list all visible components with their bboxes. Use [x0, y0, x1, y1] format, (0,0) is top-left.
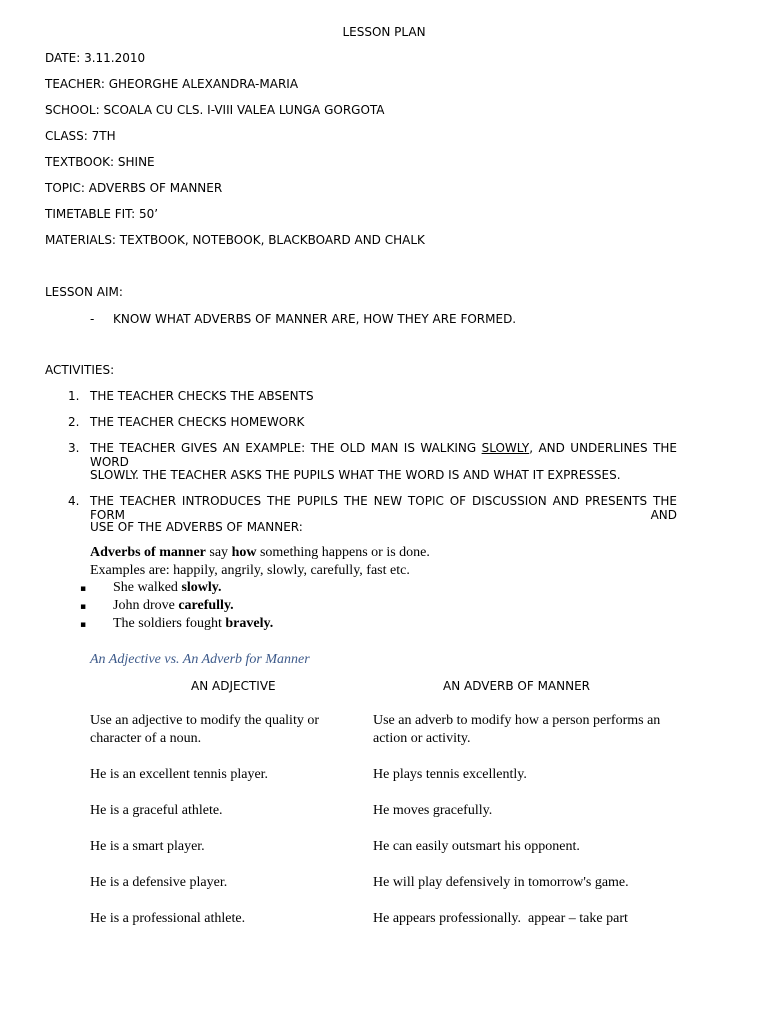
activity-text: THE TEACHER GIVES AN EXAMPLE: THE OLD MAN IS WALKING SLOWLY, AND UNDERLINES THE WORD	[90, 441, 677, 469]
activity-number: 1.	[68, 389, 80, 403]
table-cell: He is a defensive player.	[90, 875, 228, 890]
materials-line: MATERIALS: TEXTBOOK, NOTEBOOK, BLACKBOARD AND CHALK	[45, 233, 425, 247]
lesson-aim-label: LESSON AIM:	[45, 285, 123, 299]
table-cell: Use an adverb to modify how a person performs an action or activity.	[373, 713, 661, 746]
school-line: SCHOOL: SCOALA CU CLS. I-VIII VALEA LUNGA GORGOTA	[45, 103, 385, 117]
topic-line: TOPIC: ADVERBS OF MANNER	[45, 181, 223, 195]
activity-text-cont: USE OF THE ADVERBS OF MANNER:	[90, 520, 303, 534]
class-line: CLASS: 7TH	[45, 129, 116, 143]
activity-text: THE TEACHER CHECKS HOMEWORK	[90, 415, 305, 429]
comparison-subtitle: An Adjective vs. An Adverb for Manner	[90, 652, 310, 667]
teacher-line: TEACHER: GHEORGHE ALEXANDRA-MARIA	[45, 77, 299, 91]
examples-line: Examples are: happily, angrily, slowly, carefully, fast etc.	[90, 563, 410, 578]
column-header-adverb: AN ADVERB OF MANNER	[443, 679, 591, 693]
timetable-line: TIMETABLE FIT: 50’	[45, 207, 159, 221]
table-cell: He is an excellent tennis player.	[90, 767, 269, 782]
square-bullet-icon: ▪	[80, 602, 87, 612]
activity-number: 4.	[68, 494, 80, 508]
activity-text: THE TEACHER INTRODUCES THE PUPILS THE NEW TOPIC OF DISCUSSION AND PRESENTS THE FORM AND	[90, 494, 677, 522]
table-cell: He is a professional athlete.	[90, 911, 246, 926]
date-line: DATE: 3.11.2010	[45, 51, 146, 65]
table-cell: He is a smart player.	[90, 839, 205, 854]
textbook-line: TEXTBOOK: SHINE	[45, 155, 155, 169]
aim-dash: -	[90, 312, 95, 326]
square-bullet-icon: ▪	[80, 620, 87, 630]
table-cell: Use an adjective to modify the quality or character of a noun.	[90, 713, 319, 746]
activity-number: 3.	[68, 441, 80, 455]
table-cell: He moves gracefully.	[373, 803, 493, 818]
table-cell: He plays tennis excellently.	[373, 767, 527, 782]
underlined-word: SLOWLY	[481, 441, 530, 455]
table-cell: He appears professionally. appear – take part	[373, 911, 628, 926]
square-bullet-icon: ▪	[80, 584, 87, 594]
activities-label: ACTIVITIES:	[45, 363, 115, 377]
example-sentence: She walked slowly.	[113, 580, 222, 595]
definition-line: Adverbs of manner say how something happens or is done.	[90, 545, 430, 560]
activity-text-cont: SLOWLY. THE TEACHER ASKS THE PUPILS WHAT THE WORD IS AND WHAT IT EXPRESSES.	[90, 468, 621, 482]
activity-number: 2.	[68, 415, 80, 429]
table-cell: He can easily outsmart his opponent.	[373, 839, 580, 854]
table-cell: He is a graceful athlete.	[90, 803, 223, 818]
table-cell: He will play defensively in tomorrow's game.	[373, 875, 629, 890]
activity-text: THE TEACHER CHECKS THE ABSENTS	[90, 389, 314, 403]
column-header-adjective: AN ADJECTIVE	[191, 679, 276, 693]
example-sentence: John drove carefully.	[113, 598, 234, 613]
aim-item: KNOW WHAT ADVERBS OF MANNER ARE, HOW THEY ARE FORMED.	[113, 312, 517, 326]
example-sentence: The soldiers fought bravely.	[113, 616, 274, 631]
page-title: LESSON PLAN	[342, 25, 426, 39]
